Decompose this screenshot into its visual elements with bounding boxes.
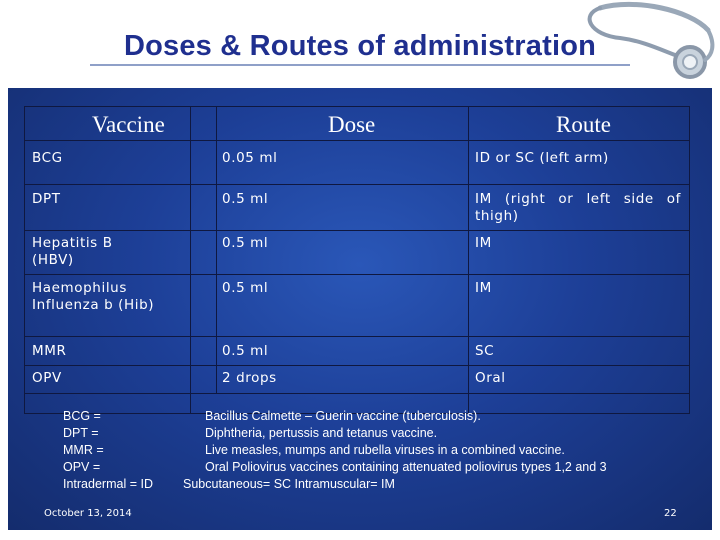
header-vaccine: Vaccine [92, 112, 165, 137]
row-divider [24, 393, 690, 394]
cell-route: IM [475, 235, 492, 251]
cell-route: IM [475, 280, 492, 296]
header-route: Route [556, 112, 611, 137]
cell-vaccine: MMR [32, 343, 67, 359]
cell-dose: 0.5 ml [222, 280, 269, 296]
cell-route: ID or SC (left arm) [475, 150, 609, 166]
cell-dose: 2 drops [222, 370, 277, 386]
cell-vaccine: OPV [32, 370, 62, 386]
row-divider [24, 184, 690, 185]
column-divider [468, 106, 469, 414]
header-dose: Dose [328, 112, 376, 137]
page-number: 22 [664, 508, 677, 519]
abbreviation-definition: Diphtheria, pertussis and tetanus vaccine. [205, 426, 438, 440]
row-divider [24, 274, 690, 275]
cell-route: Oral [475, 370, 506, 386]
cell-dose: 0.5 ml [222, 191, 269, 207]
cell-vaccine: DPT [32, 191, 61, 207]
abbreviation-definition: Live measles, mumps and rubella viruses in a combined vaccine. [205, 443, 565, 457]
abbreviation-definition: Oral Poliovirus vaccines containing attenuated poliovirus types 1,2 and 3 [205, 460, 607, 474]
row-divider [24, 230, 690, 231]
cell-dose: 0.5 ml [222, 343, 269, 359]
cell-vaccine: Hepatitis B (HBV) [32, 235, 113, 268]
cell-vaccine: Haemophilus Influenza b (Hib) [32, 280, 155, 313]
slide-date: October 13, 2014 [44, 508, 132, 519]
abbreviation-terms [63, 408, 153, 493]
row-divider [24, 140, 690, 141]
abbreviation-definition: Bacillus Calmette – Guerin vaccine (tuberculosis). [205, 409, 481, 423]
abbreviation-term: MMR = [63, 443, 104, 457]
slide-title: Doses & Routes of administration [123, 30, 597, 62]
cell-route: IM (right or left side of thigh) [475, 191, 681, 224]
cell-vaccine: BCG [32, 150, 63, 166]
row-divider [24, 336, 690, 337]
abbreviation-term: BCG = [63, 409, 101, 423]
cell-dose: 0.05 ml [222, 150, 278, 166]
abbreviation-term: DPT = [63, 426, 99, 440]
row-divider [24, 365, 690, 366]
abbreviation-definitions [180, 408, 607, 493]
abbreviation-term: OPV = [63, 460, 101, 474]
column-divider [216, 106, 217, 393]
cell-dose: 0.5 ml [222, 235, 269, 251]
cell-route: SC [475, 343, 495, 359]
abbreviation-definition: Subcutaneous= SC Intramuscular= IM [183, 477, 395, 491]
abbreviation-term: Intradermal = ID [63, 477, 153, 491]
